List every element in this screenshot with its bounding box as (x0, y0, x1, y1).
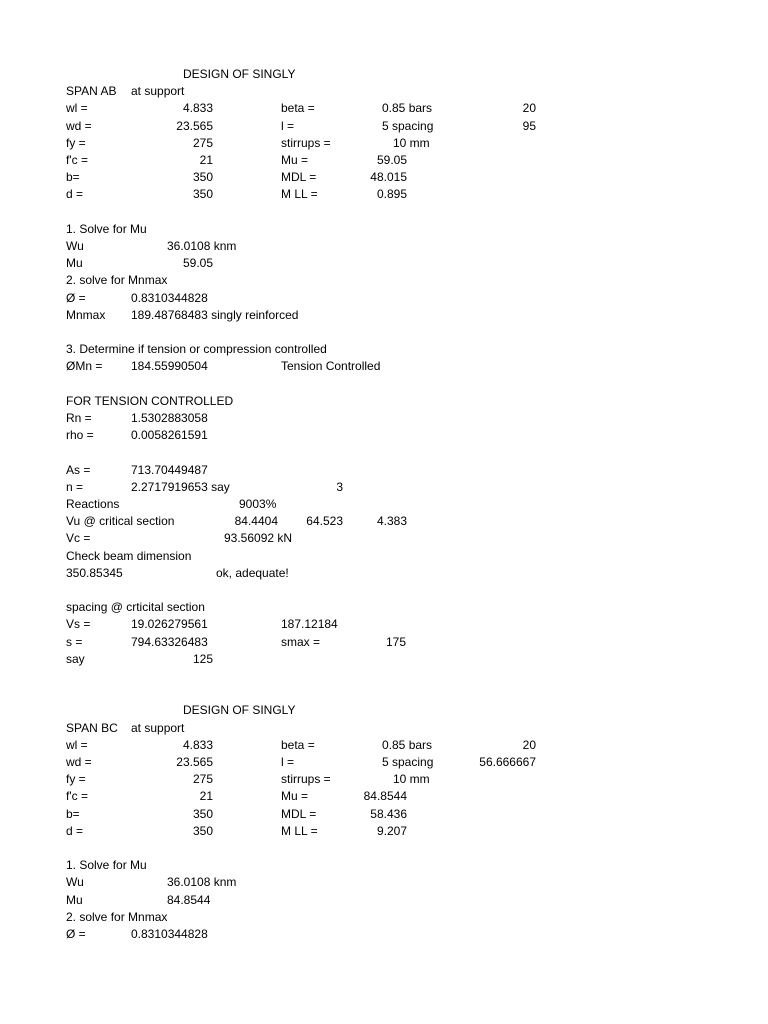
sheet-cell: l = (281, 118, 295, 133)
sheet-cell: 9.207 (376, 823, 407, 838)
sheet-cell: MDL = (281, 806, 317, 821)
sheet-cell: 56.666667 (479, 755, 536, 769)
sheet-cell: 2. solve for Mnmax (66, 273, 168, 288)
sheet-cell: Vu @ critical section (66, 514, 175, 529)
sheet-cell: say (66, 651, 85, 666)
sheet-cell: 275 (192, 135, 213, 150)
sheet-cell: 184.55990504 (131, 359, 208, 374)
sheet-cell: 23.565 (176, 755, 213, 769)
sheet-cell: s = (66, 634, 83, 649)
sheet-cell: 0.8310344828 (131, 290, 208, 305)
sheet-cell: 21 (199, 789, 213, 804)
sheet-cell: Reactions (66, 497, 120, 511)
sheet-cell: M LL = (281, 823, 318, 838)
sheet-cell: rho = (66, 428, 94, 443)
sheet-cell: 0.8310344828 (131, 927, 208, 941)
sheet-cell: at support (131, 84, 185, 99)
sheet-cell: 350 (192, 823, 213, 838)
sheet-cell: Check beam dimension (66, 548, 192, 563)
sheet-cell: 350 (192, 170, 213, 185)
sheet-cell: Mu = (281, 153, 309, 167)
sheet-cell: f'c = (66, 153, 88, 167)
sheet-cell: 95 (522, 118, 536, 133)
sheet-cell: Wu (66, 239, 84, 253)
sheet-cell: 0.85 bars (382, 101, 433, 116)
sheet-cell: 4.383 (376, 514, 407, 529)
sheet-cell: 3 (336, 479, 343, 494)
sheet-cell: wd = (66, 118, 92, 133)
sheet-cell: M LL = (281, 187, 318, 202)
sheet-cell: b= (66, 806, 80, 821)
sheet-cell: 0.0058261591 (131, 428, 208, 443)
sheet-cell: 1. Solve for Mu (66, 221, 147, 236)
sheet-cell: 19.026279561 (131, 617, 208, 632)
sheet-cell: ØMn = (66, 359, 103, 374)
sheet-cell: Mu (66, 256, 83, 271)
sheet-cell: 59.05 (182, 256, 213, 271)
sheet-cell: Tension Controlled (281, 359, 381, 374)
sheet-cell: 84.8544 (363, 789, 407, 804)
sheet-cell: 1.5302883058 (131, 411, 208, 425)
sheet-cell: 2.2717919653 say (131, 479, 230, 494)
sheet-cell: 23.565 (176, 118, 213, 133)
sheet-cell: 4.833 (182, 737, 213, 752)
sheet-cell: 275 (192, 772, 213, 787)
sheet-cell: 4.833 (182, 101, 213, 116)
sheet-cell: 5 spacing (382, 118, 434, 133)
sheet-cell: 84.8544 (167, 892, 211, 907)
sheet-cell: ok, adequate! (216, 565, 289, 580)
sheet-cell: Mnmax (66, 307, 106, 322)
sheet-cell: 84.4404 (234, 514, 278, 529)
sheet-cell: Vs = (66, 617, 91, 632)
sheet-cell: 0.85 bars (382, 737, 433, 752)
sheet-cell: SPAN BC (66, 720, 118, 735)
sheet-cell: SPAN AB (66, 84, 117, 99)
sheet-cell: FOR TENSION CONTROLLED (66, 393, 234, 408)
sheet-cell: Wu (66, 875, 84, 890)
sheet-cell: l = (281, 755, 295, 769)
sheet-cell: 3. Determine if tension or compression controlled (66, 342, 327, 357)
sheet-cell: 21 (199, 153, 213, 167)
sheet-cell: 59.05 (376, 153, 407, 167)
sheet-cell: 794.63326483 (131, 634, 208, 649)
sheet-cell: 10 mm (393, 772, 430, 787)
sheet-cell: fy = (66, 772, 86, 787)
sheet-cell: 713.70449487 (131, 462, 208, 477)
sheet-cell: 36.0108 knm (167, 239, 237, 253)
sheet-cell: 189.48768483 singly reinforced (131, 307, 299, 322)
sheet-cell: wl = (66, 737, 88, 752)
sheet-cell: 58.436 (370, 806, 407, 821)
sheet-cell: beta = (281, 101, 315, 116)
sheet-cell: 350 (192, 806, 213, 821)
sheet-cell: Rn = (66, 411, 92, 425)
sheet-cell: 9003% (239, 497, 277, 511)
sheet-cell: 175 (386, 634, 407, 649)
sheet-cell: 1. Solve for Mu (66, 858, 147, 873)
sheet-cell: 2. solve for Mnmax (66, 909, 168, 924)
sheet-cell: 10 mm (393, 135, 430, 150)
sheet-cell: 0.895 (376, 187, 407, 202)
sheet-cell: Ø = (66, 927, 86, 941)
sheet-cell: 93.56092 kN (224, 531, 293, 546)
sheet-cell: Mu (66, 892, 83, 907)
sheet-cell: 64.523 (306, 514, 343, 529)
sheet-cell: stirrups = (281, 772, 331, 787)
sheet-cell: DESIGN OF SINGLY (183, 67, 296, 81)
sheet-cell: MDL = (281, 170, 317, 185)
sheet-cell: smax = (281, 634, 321, 649)
sheet-cell: DESIGN OF SINGLY (183, 703, 296, 718)
sheet-cell: 20 (522, 737, 536, 752)
sheet-cell: spacing @ crticital section (66, 600, 205, 615)
sheet-cell: Ø = (66, 290, 86, 305)
sheet-cell: beta = (281, 737, 315, 752)
sheet-cell: f'c = (66, 789, 88, 804)
sheet-cell: b= (66, 170, 80, 185)
sheet-cell: wd = (66, 755, 92, 769)
sheet-cell: fy = (66, 135, 86, 150)
sheet-cell: d = (66, 187, 84, 202)
sheet-cell: wl = (66, 101, 88, 116)
sheet-cell: Vc = (66, 531, 91, 546)
sheet-cell: 187.12184 (281, 617, 338, 632)
sheet-cell: 5 spacing (382, 755, 434, 769)
sheet-cell: n = (66, 479, 84, 494)
sheet-cell: As = (66, 462, 91, 477)
sheet-cell: at support (131, 720, 185, 735)
sheet-cell: stirrups = (281, 135, 331, 150)
sheet-cell: 36.0108 knm (167, 875, 237, 890)
sheet-cell: 350.85345 (66, 565, 123, 580)
sheet-cell: 350 (192, 187, 213, 202)
sheet-cell: d = (66, 823, 84, 838)
sheet-cell: 125 (192, 651, 213, 666)
sheet-cell: Mu = (281, 789, 309, 804)
sheet-cell: 20 (522, 101, 536, 116)
sheet-cell: 48.015 (370, 170, 407, 185)
